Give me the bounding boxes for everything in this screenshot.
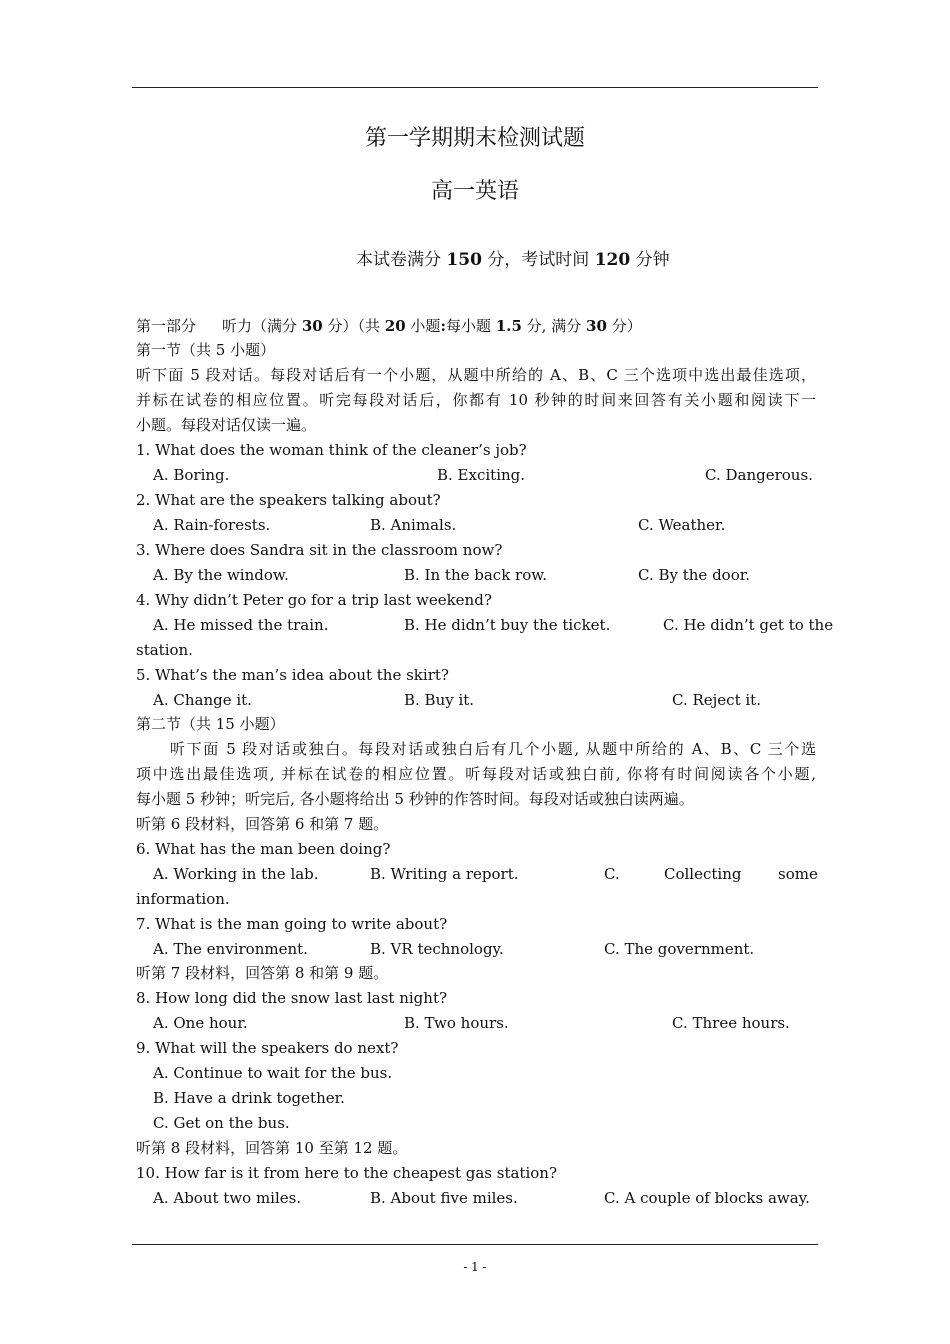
part-count-pre: 分）（共 (327, 317, 380, 335)
q5-option-b: B. Buy it. (404, 691, 475, 709)
q6-option-c-continued: information. (136, 890, 230, 908)
bottom-rule (132, 1244, 818, 1245)
part-full-score: 30 (586, 317, 607, 335)
question-4: 4. Why didn’t Peter go for a trip last weekend? (136, 591, 492, 609)
info-pre: 本试卷满分 (356, 250, 441, 270)
question-9: 9. What will the speakers do next? (136, 1039, 399, 1057)
q9-option-c: C. Get on the bus. (153, 1114, 290, 1132)
question-6: 6. What has the man been doing? (136, 840, 391, 858)
q1-option-b: B. Exciting. (437, 466, 526, 484)
q5-option-a: A. Change it. (153, 691, 252, 709)
part-total-score: 30 (301, 317, 323, 335)
q10-option-b: B. About five miles. (370, 1189, 518, 1207)
q6-option-b: B. Writing a report. (370, 865, 519, 883)
exam-title: 第一学期期末检测试题 (364, 126, 585, 151)
part-count: 20 (384, 317, 406, 335)
q9-option-b: B. Have a drink together. (153, 1089, 345, 1107)
q7-option-c: C. The government. (604, 940, 755, 958)
q2-option-c: C. Weather. (638, 516, 726, 534)
question-7: 7. What is the man going to write about? (136, 915, 448, 933)
info-mid: 分，考试时间 (487, 250, 590, 270)
q10-option-c: C. A couple of blocks away. (604, 1189, 810, 1207)
material-8-instruction: 听第 8 段材料，回答第 10 至第 12 题。 (136, 1139, 408, 1157)
q6-option-c-word2: some (778, 865, 818, 883)
part-each-label: 每小题 (445, 317, 491, 335)
q4-option-a: A. He missed the train. (153, 616, 329, 634)
part-count-unit: 小题 (410, 317, 441, 335)
q2-option-b: B. Animals. (370, 516, 457, 534)
q7-option-a: A. The environment. (153, 940, 308, 958)
question-8: 8. How long did the snow last last night? (136, 989, 448, 1007)
part-title: 听力（满分 (222, 317, 298, 335)
q3-option-b: B. In the back row. (404, 566, 548, 584)
q8-option-c: C. Three hours. (672, 1014, 790, 1032)
q5-option-c: C. Reject it. (672, 691, 761, 709)
page-number: - 1 - (463, 1260, 487, 1274)
question-10: 10. How far is it from here to the cheapest gas station? (136, 1164, 557, 1182)
info-score: 150 (446, 250, 482, 270)
q8-option-b: B. Two hours. (404, 1014, 509, 1032)
exam-subject: 高一英语 (430, 179, 519, 204)
section1-instructions-line1: 听下面 5 段对话。每段对话后有一个小题，从题中所给的 A、B、C 三个选项中选出最佳选项， (136, 366, 816, 384)
section1-instructions-line2: 并标在试卷的相应位置。听完每段对话后，你都有 10 秒钟的时间来回答有关小题和阅读下一 (136, 391, 816, 409)
q10-option-a: A. About two miles. (153, 1189, 302, 1207)
q9-option-a: A. Continue to wait for the bus. (153, 1064, 393, 1082)
q8-option-a: A. One hour. (153, 1014, 248, 1032)
q6-option-c-letter: C. (604, 865, 620, 883)
exam-info (356, 245, 670, 270)
section1-instructions-line3: 小题。每段对话仅读一遍。 (136, 416, 317, 434)
question-5: 5. What’s the man’s idea about the skirt? (136, 666, 449, 684)
question-3: 3. Where does Sandra sit in the classroom now? (136, 541, 503, 559)
part-each-score: 1.5 (495, 317, 522, 335)
q6-option-c-word1: Collecting (664, 865, 742, 883)
section2-instructions-line2: 项中选出最佳选项, 并标在试卷的相应位置。听每段对话或独白前, 你将有时间阅读各个小题, (136, 765, 816, 783)
part-full-label: 满分 (551, 317, 582, 335)
material-7-instruction: 听第 7 段材料，回答第 8 和第 9 题。 (136, 964, 389, 982)
q3-option-c: C. By the door. (638, 566, 751, 584)
part-colon: : (440, 317, 446, 335)
info-time: 120 (594, 250, 631, 270)
q4-option-b: B. He didn’t buy the ticket. (404, 616, 611, 634)
section1-heading: 第一节（共 5 小题） (136, 341, 276, 359)
top-rule (132, 87, 818, 88)
section2-heading: 第二节（共 15 小题） (136, 715, 285, 733)
q4-option-c-continued: station. (136, 641, 193, 659)
part-each-unit: 分, (526, 317, 547, 335)
q2-option-a: A. Rain-forests. (153, 516, 271, 534)
q1-option-a: A. Boring. (153, 466, 230, 484)
part1-heading (136, 316, 816, 336)
q4-option-c: C. He didn’t get to the (663, 616, 834, 634)
q1-option-c: C. Dangerous. (705, 466, 813, 484)
info-post: 分钟 (635, 250, 670, 270)
material-6-instruction: 听第 6 段材料，回答第 6 和第 7 题。 (136, 815, 389, 833)
part-full-unit: 分） (611, 317, 642, 335)
q6-option-a: A. Working in the lab. (153, 865, 319, 883)
section2-instructions-line1: 听下面 5 段对话或独白。每段对话或独白后有几个小题, 从题中所给的 A、B、C 三个选 (170, 740, 816, 758)
part-label: 第一部分 (136, 317, 197, 335)
question-1: 1. What does the woman think of the cleaner’s job? (136, 441, 527, 459)
section2-instructions-line3: 每小题 5 秒钟；听完后, 各小题将给出 5 秒钟的作答时间。每段对话或独白读两遍。 (136, 790, 694, 808)
question-2: 2. What are the speakers talking about? (136, 491, 441, 509)
q3-option-a: A. By the window. (153, 566, 289, 584)
q7-option-b: B. VR technology. (370, 940, 504, 958)
